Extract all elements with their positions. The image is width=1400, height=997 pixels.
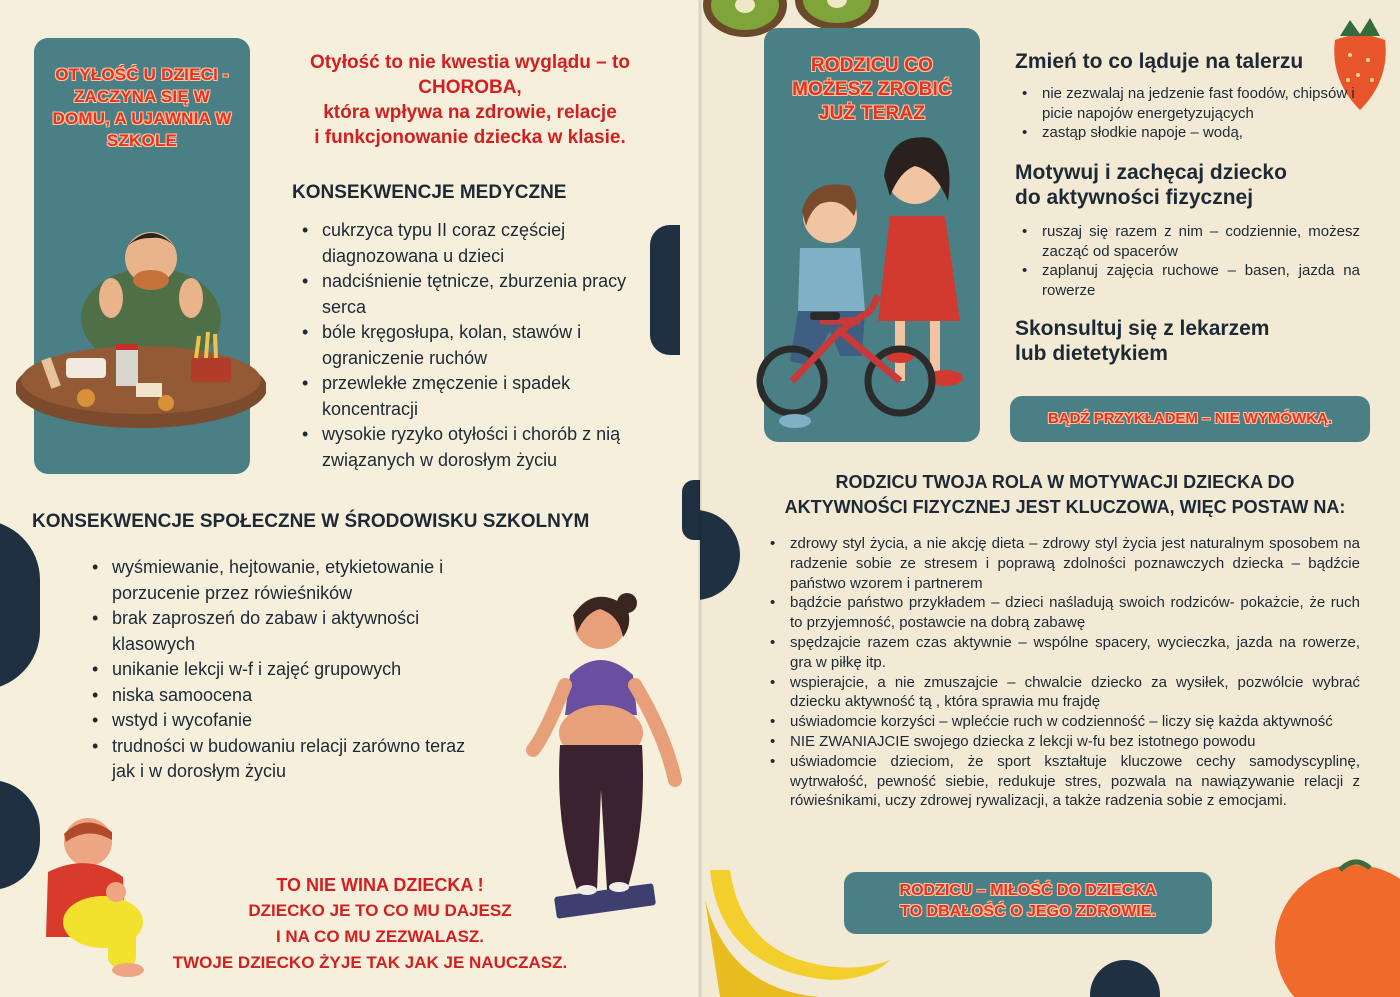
list-item: • zastąp słodkie napoje – wodą, — [1020, 123, 1365, 143]
intro-line: Otyłość to nie kwestia wyglądu – to — [310, 52, 630, 73]
intro-statement — [270, 50, 670, 150]
social-heading: KONSEKWENCJE SPOŁECZNE W ŚRODOWISKU SZKOLNYM — [32, 511, 590, 532]
banner-text: BĄDŹ PRZYKŁADEM – NIE WYMÓWKĄ. — [1047, 410, 1333, 427]
list-item: • wyśmiewanie, hejtowanie, etykietowanie i porzucenie przez rówieśników — [90, 555, 480, 606]
motivate-heading: Motywuj i zachęcaj dziecko do aktywności fizycznej — [1015, 161, 1287, 209]
list-item: • spędzajcie razem czas aktywnie – wspólne spacery, wycieczka, jazda na rowerze, gra w piłkę itp. — [768, 633, 1360, 673]
children-bicycle-illustration — [750, 116, 1000, 446]
page-fold — [698, 0, 702, 997]
medical-heading: KONSEKWENCJE MEDYCZNE — [292, 182, 567, 203]
list-item: • ruszaj się razem z nim – codziennie, możesz zacząć od spacerów — [1020, 222, 1360, 261]
list-item: • zaplanuj zajęcia ruchowe – basen, jazda na rowerze — [1020, 261, 1360, 300]
role-heading-line: AKTYWNOŚCI FIZYCZNEJ JEST KLUCZOWA, WIĘC POSTAW NA: — [784, 497, 1346, 517]
list-item: • nadciśnienie tętnicze, zburzenia pracy serca — [300, 269, 650, 320]
intro-line: która wpływa na zdrowie, relacje — [323, 102, 617, 123]
list-item: • przewlekłe zmęczenie i spadek koncentracji — [300, 371, 650, 422]
banner-text: RODZICU – MIŁOŚĆ DO DZIECKA — [899, 882, 1157, 899]
list-item: • trudności w budowaniu relacji zarówno teraz jak i w dorosłym życiu — [90, 734, 480, 785]
list-item: • NIE ZWANIAJCIE swojego dziecka z lekcji w-fu bez istotnego powodu — [768, 732, 1360, 752]
role-heading-line: RODZICU TWOJA ROLA W MOTYWACJI DZIECKA DO — [835, 472, 1295, 492]
plate-list — [1020, 84, 1365, 143]
medical-list — [300, 218, 650, 473]
decorative-blob — [650, 225, 680, 355]
be-example-banner — [1010, 396, 1370, 442]
intro-card — [34, 38, 250, 474]
plate-heading: Zmień to co ląduje na talerzu — [1015, 50, 1304, 73]
intro-line: i funkcjonowanie dziecka w klasie. — [314, 127, 626, 148]
list-item: • wstyd i wycofanie — [90, 708, 480, 734]
list-item: • zdrowy styl życia, a nie akcję dieta – zdrowy styl życia jest naturalnym sposobem na radzenie sobie ze stresem i poprawą zdolności poznawczych dziecka – bądźcie państwo wzorem i partnerem — [768, 534, 1360, 593]
footer-line: I NA CO MU ZEZWALASZ. — [275, 927, 485, 946]
list-item: • niska samoocena — [90, 683, 480, 709]
footer-line: TWOJE DZIECKO ŻYJE TAK JAK JE NAUCZASZ. — [172, 953, 568, 972]
decorative-blob — [0, 520, 40, 690]
card-title: OTYŁOŚĆ U DZIECI - ZACZYNA SIĘ W DOMU, A UJAWNIA W SZKOLE — [52, 65, 232, 150]
list-item: • uświadomcie dzieciom, że sport kształtuje kluczowe cechy samodyscyplinę, wytrwałość, pewność siebie, redukuje stres, pozwala na nawiązywanie relacji z rówieśnikami, uczy zdrowej rywalizacji, a także radzenia sobie z emocjami. — [768, 752, 1360, 811]
consult-heading: Skonsultuj się z lekarzem lub dietetykiem — [1015, 317, 1270, 365]
action-card — [764, 28, 980, 442]
intro-line: CHOROBA, — [418, 77, 522, 98]
motivate-list — [1020, 222, 1360, 300]
list-item: • wspierajcie, a nie zmuszajcie – chwalcie dziecko za wysiłek, pozwólcie wybrać dziecku aktywność tą , która sprawia mu frajdę — [768, 673, 1360, 713]
footer-line: DZIECKO JE TO CO MU DAJESZ — [248, 901, 512, 920]
social-list — [90, 555, 480, 785]
footer-line: TO NIE WINA DZIECKA ! — [276, 875, 484, 895]
love-health-banner — [844, 872, 1212, 934]
role-heading — [740, 470, 1390, 520]
decorative-blob — [1090, 960, 1160, 997]
list-item: • unikanie lekcji w-f i zajęć grupowych — [90, 657, 480, 683]
list-item: • brak zaproszeń do zabaw i aktywności klasowych — [90, 606, 480, 657]
list-item: • uświadomcie korzyści – wplećcie ruch w codzienność – liczy się każda aktywność — [768, 712, 1360, 732]
list-item: • nie zezwalaj na jedzenie fast foodów, chipsów i picie napojów energetyzujących — [1020, 84, 1365, 123]
orange-icon — [1260, 850, 1400, 997]
fast-food-illustration — [16, 208, 266, 458]
list-item: • bóle kręgosłupa, kolan, stawów i ograniczenie ruchów — [300, 320, 650, 371]
footer-message — [140, 872, 620, 976]
list-item: • bądźcie państwo przykładem – dzieci naśladują swoich rodziców- pokażcie, że ruch to przyjemność, postawcie na dobrą zabawę — [768, 593, 1360, 633]
card-title: RODZICU CO MOŻESZ ZROBIĆ JUŻ TERAZ — [792, 55, 952, 124]
right-page — [700, 0, 1400, 997]
list-item: • wysokie ryzyko otyłości i chorób z nią związanych w dorosłym życiu — [300, 422, 650, 473]
role-list — [768, 534, 1360, 811]
banner-text: TO DBAŁOŚĆ O JEGO ZDROWIE. — [900, 903, 1156, 920]
decorative-blob — [700, 510, 740, 600]
list-item: • cukrzyca typu II coraz częściej diagnozowana u dzieci — [300, 218, 650, 269]
